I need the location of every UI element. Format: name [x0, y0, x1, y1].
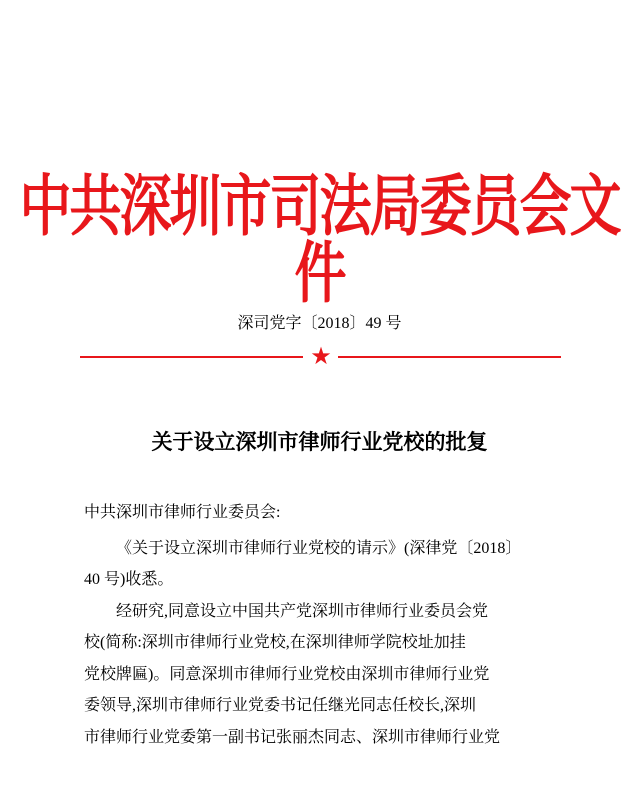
- document-body: [84, 497, 562, 797]
- body-line: 市律师行业党委第一副书记张丽杰同志、深圳市律师行业党: [84, 729, 501, 746]
- body-line: 经研究,同意设立中国共产党深圳市律师行业委员会党: [116, 603, 489, 620]
- body-line: 40 号)收悉。: [84, 571, 174, 588]
- body-line: 校(简称:深圳市律师行业党校,在深圳律师学院校址加挂: [84, 634, 466, 651]
- red-rule-right: [338, 356, 561, 358]
- body-line: 《关于设立深圳市律师行业党校的请示》(深律党〔2018〕: [116, 540, 522, 557]
- document-title: 关于设立深圳市律师行业党校的批复: [151, 431, 488, 454]
- document-number: 深司党字〔2018〕49 号: [237, 315, 402, 332]
- addressee: 中共深圳市律师行业委员会:: [84, 504, 281, 521]
- star-icon: ★: [310, 342, 332, 370]
- body-line: 委领导,深圳市律师行业党委书记任继光同志任校长,深圳: [84, 697, 477, 714]
- org-masthead: 中共深圳市司法局委员会文件: [19, 171, 620, 312]
- red-rule-left: [80, 356, 303, 358]
- body-line: 党校牌匾)。同意深圳市律师行业党校由深圳市律师行业党: [84, 666, 490, 683]
